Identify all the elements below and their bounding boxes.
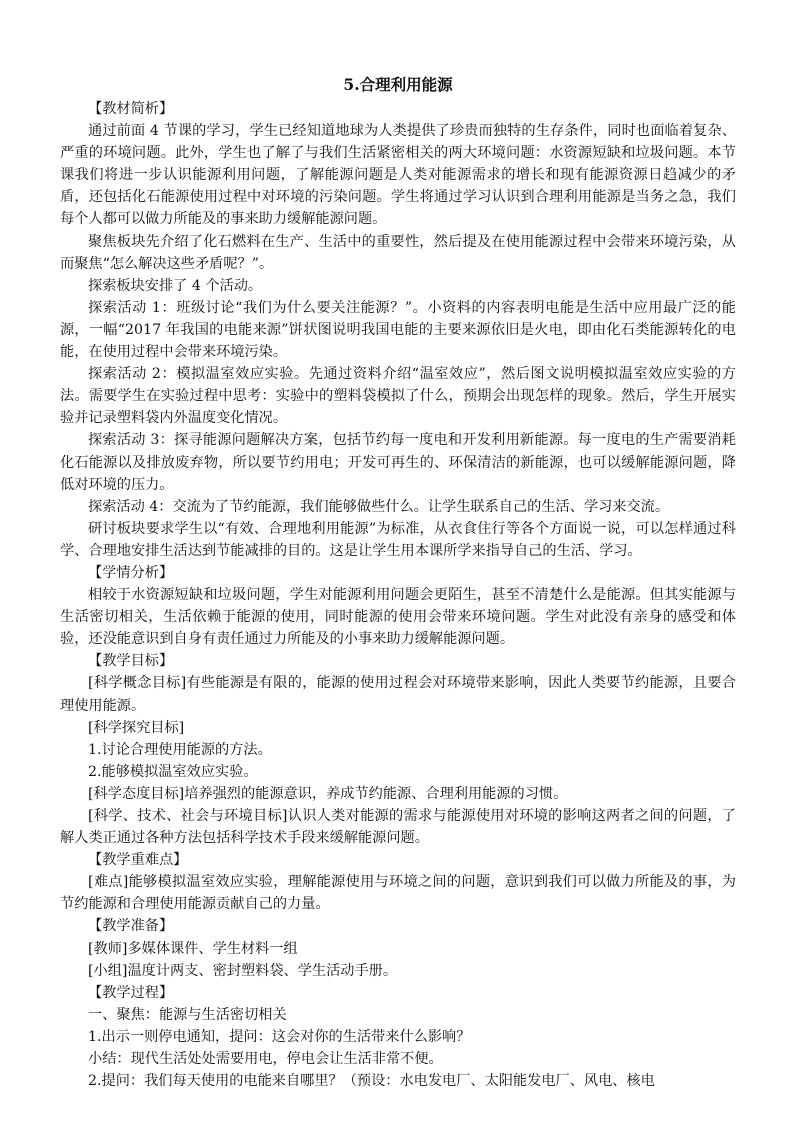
page-title: 5.合理利用能源 [343,75,453,94]
document-body [60,98,736,1092]
paragraph: 相较于水资源短缺和垃圾问题，学生对能源利用问题会更陌生，甚至不清楚什么是能源。但其实能源与生活密切相关，生活依赖于能源的使用，同时能源的使用会带来环境问题。学生对此没有亲身的感受和体验，还没能意识到自身有责任通过力所能及的小事来助力缓解能源问题。 [60,587,736,648]
paragraph: 探索板块安排了 4 个活动。 [88,277,263,294]
paragraph: 探索活动 3：探寻能源问题解决方案，包括节约每一度电和开发利用新能源。每一度电的生产需要消耗化石能源以及排放废弃物，所以要节约用电；开发可再生的、环保清洁的新能源，也可以缓解能源问题，降低对环境的压力。 [60,432,736,493]
indented-line: 1.讨论合理使用能源的方法。 [88,741,272,758]
section-heading: 【教学重难点】 [88,852,188,869]
section-heading: 【教材简析】 [88,101,174,117]
section-heading: 【教学准备】 [88,918,174,935]
paragraph: [难点]能够模拟温室效应实验，理解能源使用与环境之间的问题，意识到我们可以做力所能及的事，为节约能源和合理使用能源贡献自己的力量。 [60,874,736,913]
paragraph: [科学概念目标]有些能源是有限的，能源的使用过程会对环境带来影响，因此人类要节约能源，且要合理使用能源。 [60,675,736,714]
section-heading: 【教学目标】 [88,653,174,670]
indented-line: [教师]多媒体课件、学生材料一组 [88,940,298,957]
paragraph: 探索活动 4：交流为了节约能源，我们能够做些什么。让学生联系自己的生活、学习来交流。 [88,498,670,515]
paragraph: 聚焦板块先介绍了化石燃料在生产、生活中的重要性，然后提及在使用能源过程中会带来环境污染，从而聚焦“怎么解决这些矛盾呢？”。 [60,233,736,272]
paragraph: 通过前面 4 节课的学习，学生已经知道地球为人类提供了珍贵而独特的生存条件，同时也面临着复杂、严重的环境问题。此外，学生也了解了与我们生活紧密相关的两大环境问题：水资源短缺和垃圾问题。本节课我们将进一步认识能源利用问题，了解能源问题是人类对能源需求的增长和现有能源资源日趋减少的矛盾，还包括化石能源使用过程中对环境的污染问题。学生将通过学习认识到合理利用能源是当务之急，我们每个人都可以做力所能及的事来助力缓解能源问题。 [60,123,736,228]
indented-line: [小组]温度计两支、密封塑料袋、学生活动手册。 [88,962,398,979]
paragraph: [科学态度目标]培养强烈的能源意识，养成节约能源、合理利用能源的习惯。 [88,785,568,802]
paragraph: 研讨板块要求学生以“有效、合理地利用能源”为标准，从衣食住行等各个方面说一说，可以怎样通过科学、合理地安排生活达到节能减排的目的。这是让学生用本课所学来指导自己的生活、学习。 [60,520,736,559]
indented-line: 2.提问：我们每天使用的电能来自哪里？（预设：水电发电厂、太阳能发电厂、风电、核电 [88,1073,655,1090]
paragraph: 探索活动 1：班级讨论“我们为什么要关注能源？”。小资料的内容表明电能是生活中应用最广泛的能源，一幅“2017 年我国的电能来源”饼状图说明我国电能的主要来源依旧是火电，即由化石类能源转化的电能，在使用过程中会带来环境污染。 [60,299,736,361]
section-heading: 【学情分析】 [88,564,174,581]
indented-line: 1.出示一则停电通知，提问：这会对你的生活带来什么影响？ [88,1028,471,1045]
section-heading: 【教学过程】 [88,984,174,1001]
document-page [60,74,736,1092]
indented-line: [科学探究目标] [88,719,185,736]
paragraph: 探索活动 2：模拟温室效应实验。先通过资料介绍“温室效应”，然后图文说明模拟温室效应实验的方法。需要学生在实验过程中思考：实验中的塑料袋模拟了什么，预期会出现怎样的现象。然后，学生开展实验并记录塑料袋内外温度变化情况。 [60,366,736,427]
indented-line: 2.能够模拟温室效应实验。 [88,763,258,780]
indented-line: 小结：现代生活处处需要用电，停电会让生活非常不便。 [88,1051,443,1068]
paragraph: [科学、技术、社会与环境目标]认识人类对能源的需求与能源使用对环境的影响这两者之间的问题，了解人类正通过各种方法包括科学技术手段来缓解能源问题。 [60,808,736,847]
indented-line: 一、聚焦：能源与生活密切相关 [88,1006,287,1023]
